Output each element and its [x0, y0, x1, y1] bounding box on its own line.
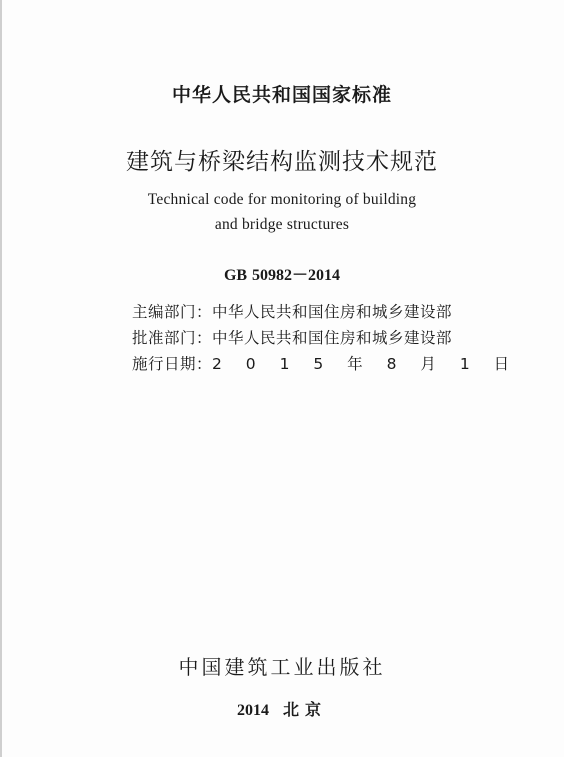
effective-date-row [132, 352, 552, 374]
effective-date-label: 施行日期： [132, 355, 213, 373]
approver-department-label: 批准部门： [132, 329, 213, 347]
effective-date-value: 2 0 1 5 年 8 月 1 日 [212, 355, 519, 373]
approver-department-value: 中华人民共和国住房和城乡建设部 [212, 329, 453, 347]
standard-code: GB 50982－2014 [223, 267, 341, 284]
editor-department-label: 主编部门： [132, 303, 213, 321]
document-title-english-line1: Technical code for monitoring of building [147, 191, 417, 208]
publication-city: 北京 [282, 700, 327, 719]
editor-department-value: 中华人民共和国住房和城乡建设部 [212, 303, 453, 321]
page-edge [0, 0, 2, 757]
approver-department-row [132, 326, 552, 348]
document-title-english-line2: and bridge structures [214, 216, 350, 233]
publication-year: 2014 [236, 702, 269, 719]
document-title-chinese: 建筑与桥梁结构监测技术规范 [126, 149, 438, 175]
publisher-name: 中国建筑工业出版社 [178, 655, 386, 679]
editor-department-row [132, 300, 552, 322]
publication-line [0, 697, 564, 720]
national-standard-header: 中华人民共和国国家标准 [171, 84, 392, 106]
